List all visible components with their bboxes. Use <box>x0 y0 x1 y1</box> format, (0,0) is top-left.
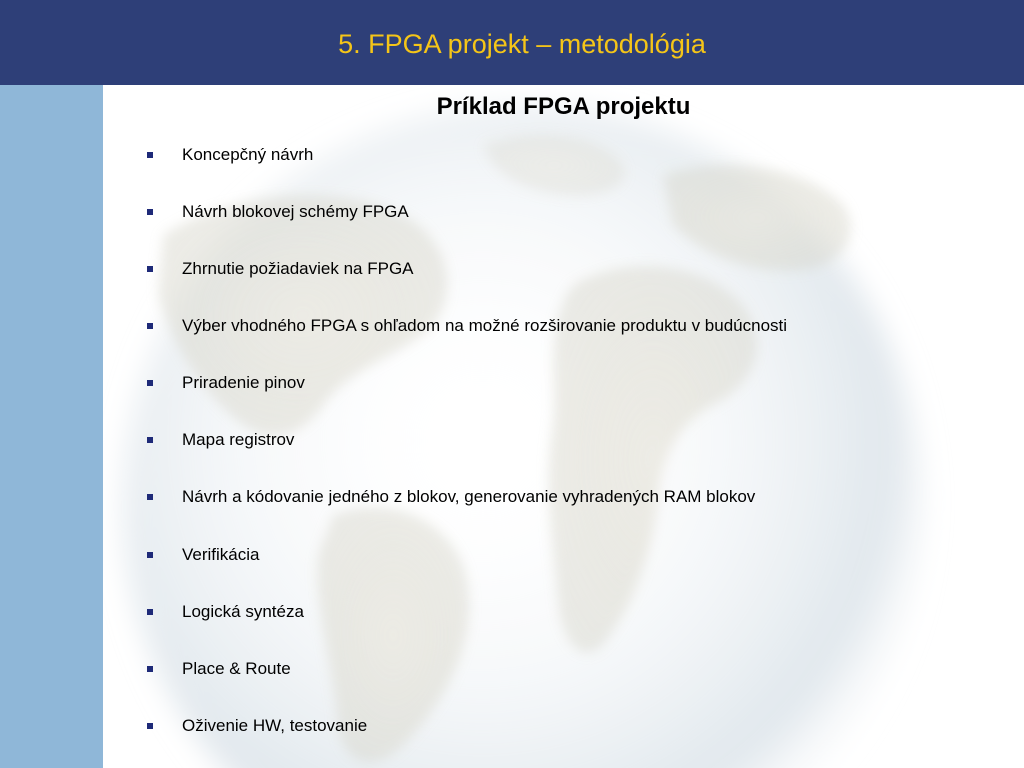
square-bullet-icon <box>147 323 153 329</box>
left-accent-bar <box>0 85 103 768</box>
list-item-text: Návrh blokovej schémy FPGA <box>182 202 409 221</box>
square-bullet-icon <box>147 380 153 386</box>
list-item-text: Oživenie HW, testovanie <box>182 716 368 735</box>
list-item-text: Place & Route <box>182 659 291 678</box>
bullet-list <box>103 85 1024 768</box>
square-bullet-icon <box>147 609 153 615</box>
list-item-text: Výber vhodného FPGA s ohľadom na možné rozširovanie produktu v budúcnosti <box>182 316 788 335</box>
list-item-text: Verifikácia <box>182 545 260 564</box>
list-item-text: Mapa registrov <box>182 430 295 449</box>
square-bullet-icon <box>147 152 153 158</box>
slide-title: 5. FPGA projekt – metodológia <box>338 29 706 59</box>
square-bullet-icon <box>147 209 153 215</box>
square-bullet-icon <box>147 723 153 729</box>
list-item-text: Koncepčný návrh <box>182 145 314 164</box>
list-item-text: Priradenie pinov <box>182 373 305 392</box>
square-bullet-icon <box>147 666 153 672</box>
square-bullet-icon <box>147 266 153 272</box>
square-bullet-icon <box>147 494 153 500</box>
list-item-text: Logická syntéza <box>182 602 304 621</box>
slide-subtitle: Príklad FPGA projektu <box>436 93 691 120</box>
square-bullet-icon <box>147 437 153 443</box>
content-area <box>103 85 1024 768</box>
square-bullet-icon <box>147 552 153 558</box>
list-item-text: Zhrnutie požiadaviek na FPGA <box>182 259 414 278</box>
header-bar <box>0 0 1024 85</box>
list-item-text: Návrh a kódovanie jedného z blokov, generovanie vyhradených RAM blokov <box>182 487 756 506</box>
